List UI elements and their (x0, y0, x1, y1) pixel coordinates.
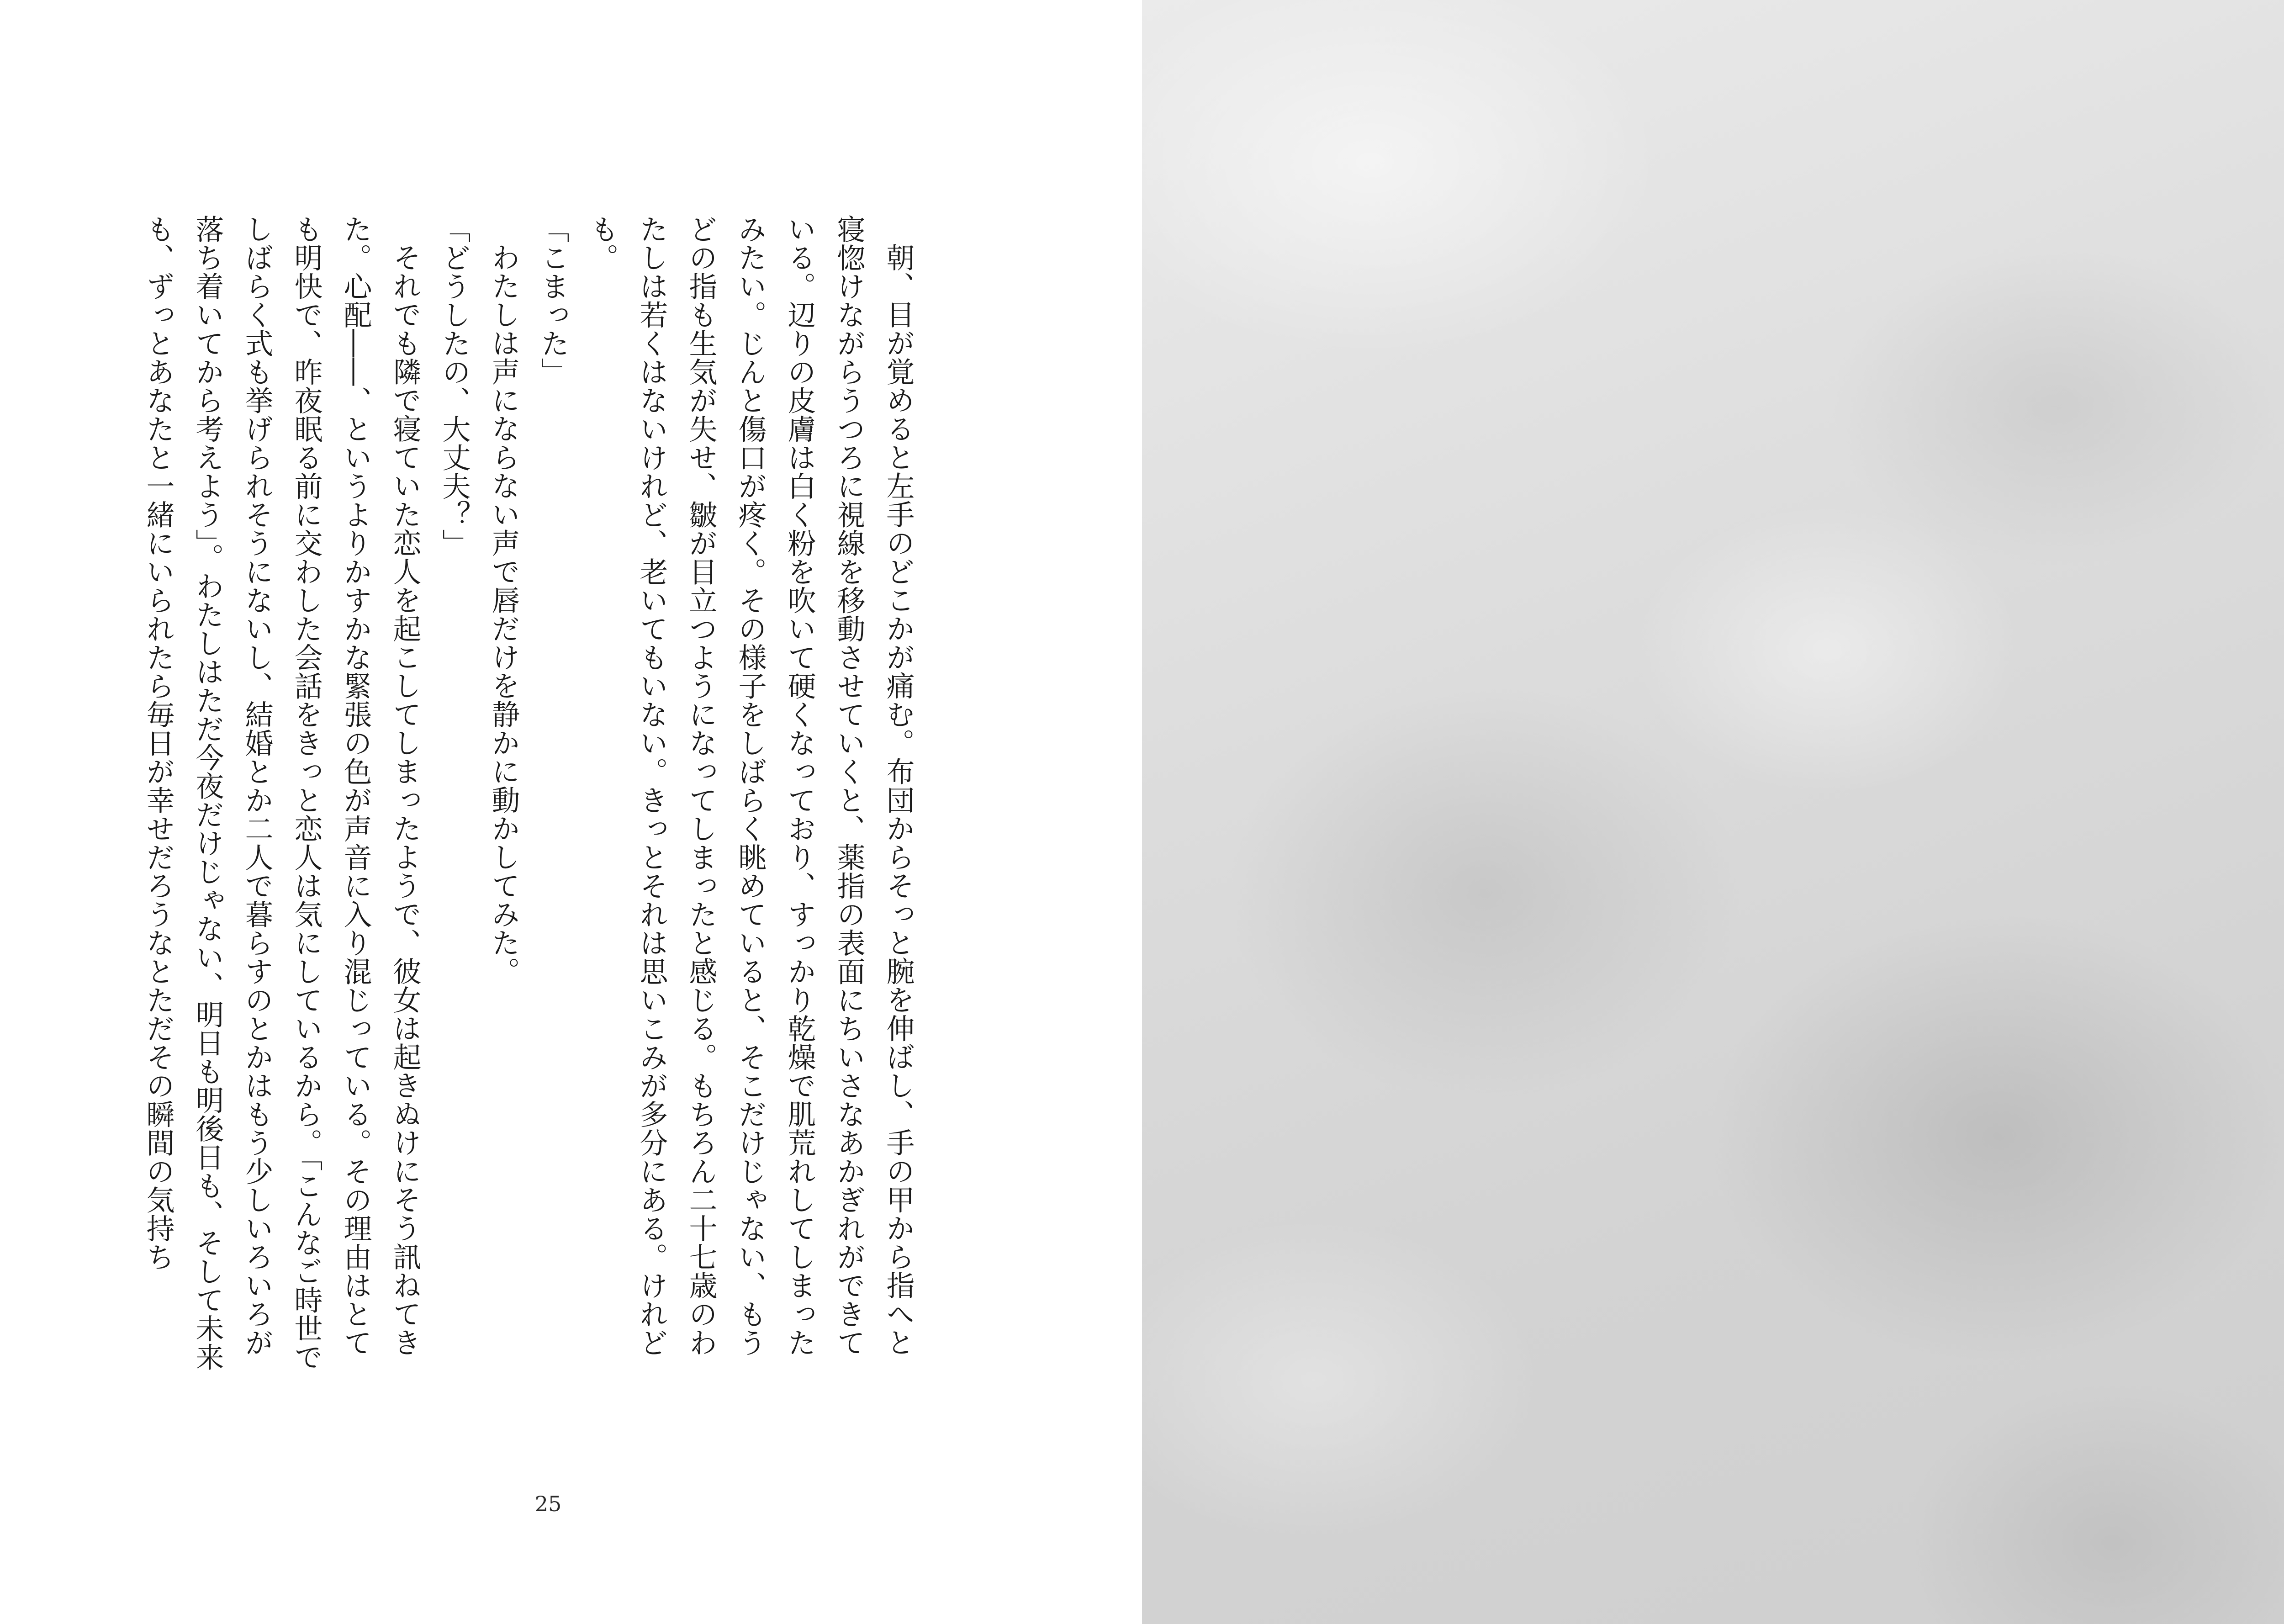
right-page (1142, 0, 2284, 1624)
page-number: 25 (534, 1492, 562, 1516)
paragraph: わたしは声にならない声で唇だけを静かに動かしてみた。 (487, 243, 520, 985)
paragraph: それでも隣で寝ていた恋人を起こしてしまったようで、彼女は起きぬけにそう訊ねてきた。心配――、というよりかすかな緊張の色が声音に入り混じっている。その理由はとても明快で、昨夜眠る前に交わした会話をきっと恋人は気にしているから。「こんなご時世でしばらく式も挙げられそうにないし、結婚とか二人で暮らすのとかはもう少しいろいろが落ち着いてから考えよう」。わたしはただ今夜だけじゃない、明日も明後日も、そして未来も、ずっとあなたと一緒にいられたら毎日が幸せだろうなとただその瞬間の気持ち (142, 215, 422, 1371)
dialogue-line: 「どうしたの、大丈夫？」 (438, 215, 471, 557)
dialogue-line: 「こまった」 (536, 215, 570, 386)
body-text (133, 215, 923, 1375)
paragraph: 朝、目が覚めると左手のどこかが痛む。布団からそっと腕を伸ばし、手の甲から指へと寝惚けながらうつろに視線を移動させていくと、薬指の表面にちいさなあかぎれができている。辺りの皮膚は白く粉を吹いて硬くなっており、すっかり乾燥で肌荒れしてしまったみたい。じんと傷口が疼く。その様子をしばらく眺めていると、そこだけじゃない、もうどの指も生気が失せ、皺が目立つようになってしまったと感じる。もちろん二十七歳のわたしは若くはないけれど、老いてもいない。きっとそれは思いこみが多分にある。けれども。 (586, 215, 915, 1357)
